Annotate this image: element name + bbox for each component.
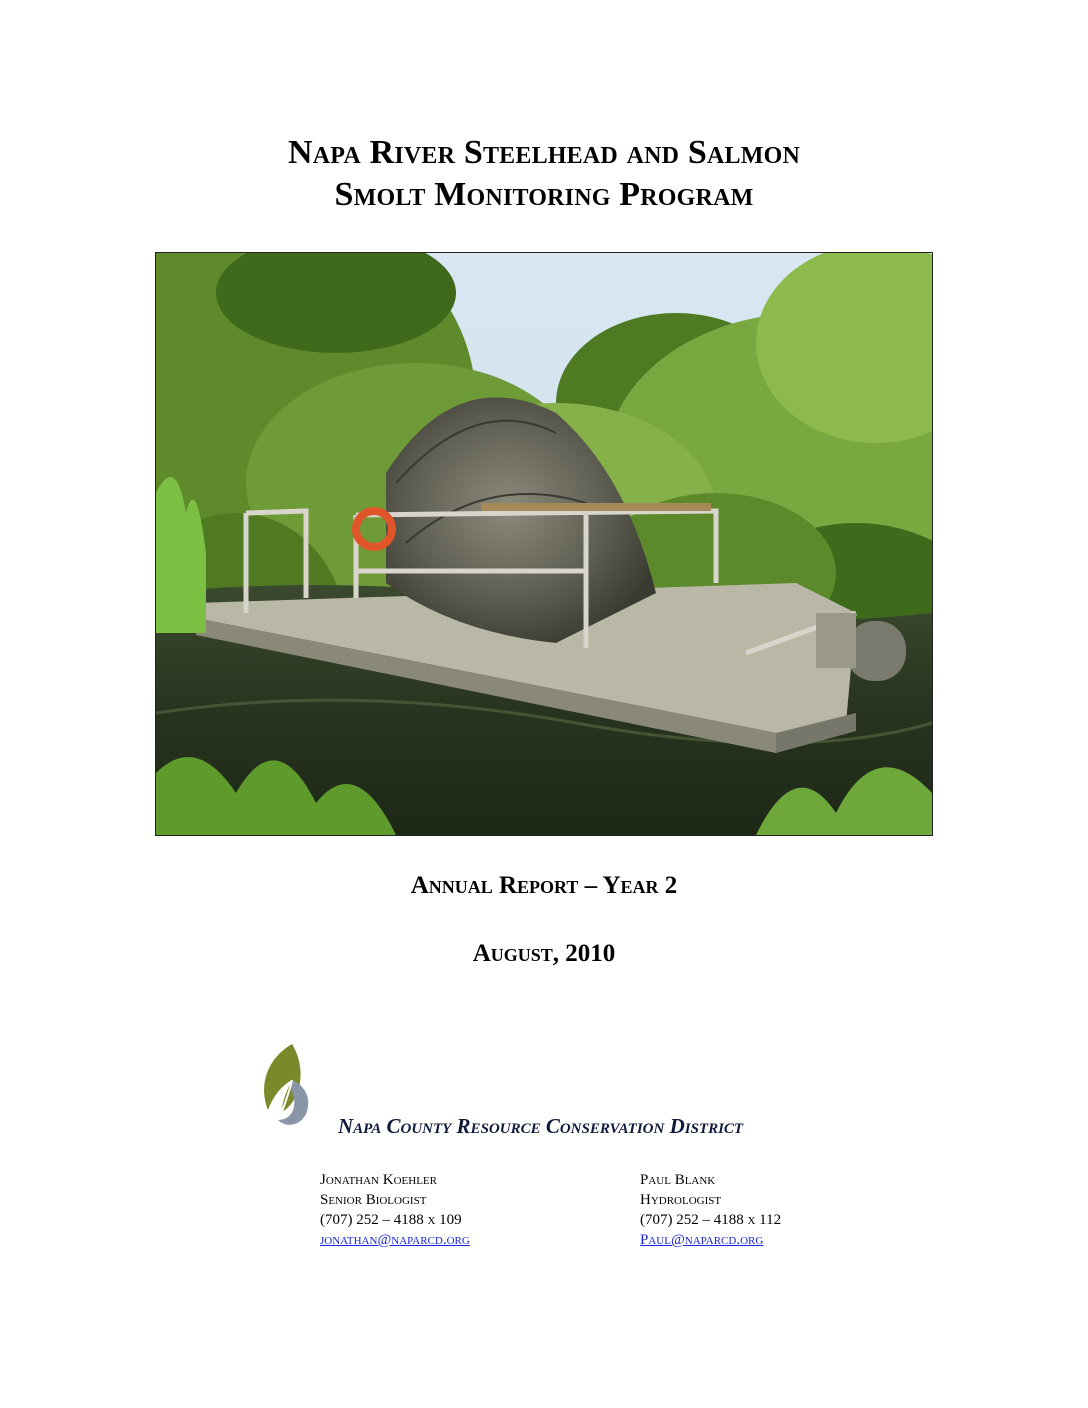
contact-email-link[interactable]: jonathan@naparcd.org <box>320 1232 470 1248</box>
report-edition: Annual Report – Year 2 <box>410 872 678 899</box>
cover-photo-rotary-screw-trap <box>155 252 933 836</box>
report-date: August, 2010 <box>472 940 616 967</box>
contact-name: Paul Blank <box>640 1172 716 1188</box>
contact-name: Jonathan Koehler <box>320 1172 437 1188</box>
contact-card <box>640 1170 781 1250</box>
contact-role: Hydrologist <box>640 1192 722 1208</box>
contact-phone: (707) 252 – 4188 x 112 <box>640 1212 782 1228</box>
title-line-1: Napa River Steelhead and Salmon <box>287 134 801 171</box>
rcd-leaf-logo-icon <box>256 1040 320 1130</box>
contact-email-link[interactable]: Paul@naparcd.org <box>640 1232 764 1248</box>
contact-phone: (707) 252 – 4188 x 109 <box>320 1212 462 1228</box>
report-title <box>0 132 1088 216</box>
contact-card <box>320 1170 470 1250</box>
contact-role: Senior Biologist <box>320 1192 427 1208</box>
organization-name: Napa County Resource Conservation District <box>338 1114 744 1138</box>
title-line-2: Smolt Monitoring Program <box>334 176 754 213</box>
